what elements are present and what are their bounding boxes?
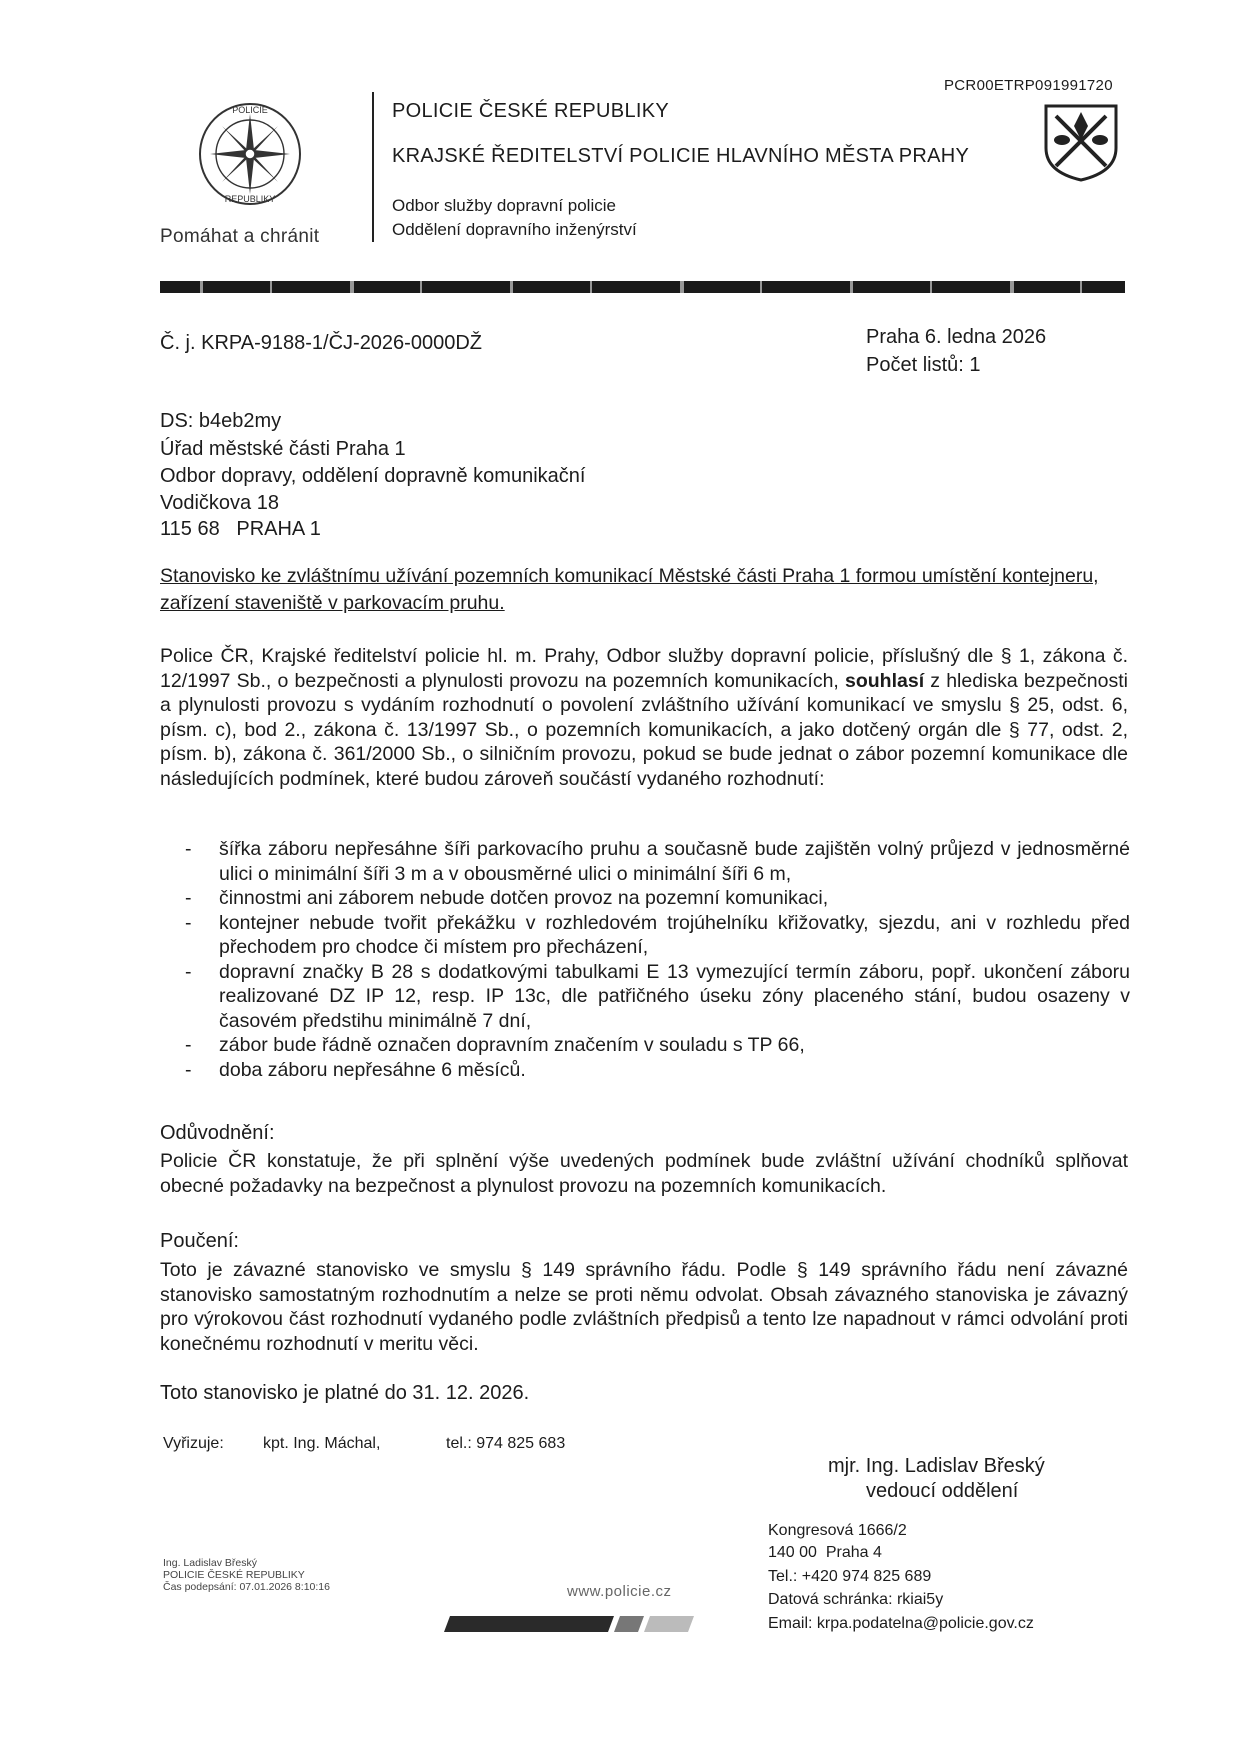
recipient-line: 115 68 PRAHA 1 bbox=[160, 518, 321, 540]
condition-item: - doba záboru nepřesáhne 6 měsíců. bbox=[185, 1058, 526, 1081]
condition-text: kontejner nebude tvořit překážku v rozhledovém trojúhelníku křižovatky, sjezdu, ani v rozhledu před přechodem pro chodce či místem pro přecházení, bbox=[219, 911, 1130, 958]
condition-text: doba záboru nepřesáhne 6 měsíců. bbox=[219, 1058, 526, 1081]
condition-text: dopravní značky B 28 s dodatkovými tabulkami E 13 vymezující termín záboru, popř. ukončení záboru realizované DZ IP 12, resp. IP 13c, dle patřičného úseku zóny placeného stání, budou osazeny v časovém předstihu minimálně 7 dní, bbox=[219, 960, 1130, 1032]
header-stripe-bar bbox=[160, 279, 1125, 295]
electronic-signature-stamp bbox=[163, 1557, 330, 1593]
intro-text: Police ČR, Krajské ředitelství policie hl. m. Prahy, Odbor služby dopravní policie, příslušný dle § 1, zákona č. 12/1997 Sb., o bezpečnosti a plynulosti provozu na pozemních komunikacích, bbox=[160, 645, 1128, 692]
intro-paragraph bbox=[160, 644, 1128, 791]
stamp-line: POLICIE ČESKÉ REPUBLIKY bbox=[163, 1569, 305, 1581]
reference-number: Č. j. KRPA-9188-1/ČJ-2026-0000DŽ bbox=[160, 332, 482, 354]
handler-name: kpt. Ing. Máchal, bbox=[263, 1435, 381, 1452]
justification-heading: Odůvodnění: bbox=[160, 1122, 275, 1144]
condition-item: - šířka záboru nepřesáhne šíři parkovacího pruhu a současně bude zajištěn volný průjezd v jednosměrné ulici o minimální šíři 3 m a v obousměrné ulici o minimální šíři 6 m, bbox=[185, 838, 1130, 885]
stamp-line: Ing. Ladislav Břeský bbox=[163, 1557, 257, 1569]
conditions-list bbox=[185, 837, 1130, 1082]
justification-text: Policie ČR konstatuje, že při splnění výše uvedených podmínek bude zvláštní užívání chodníků splňovat obecné požadavky na bezpečnost a plynulost provozu na pozemních komunikacích. bbox=[160, 1150, 1128, 1197]
svg-text:POLICIE: POLICIE bbox=[232, 105, 268, 115]
org-directorate: KRAJSKÉ ŘEDITELSTVÍ POLICIE HLAVNÍHO MĚSTA PRAHY bbox=[392, 145, 970, 167]
document-date: Praha 6. ledna 2026 bbox=[866, 326, 1047, 348]
recipient-line: Odbor dopravy, oddělení dopravně komunikační bbox=[160, 465, 586, 487]
handler-label: Vyřizuje: bbox=[163, 1435, 224, 1452]
recipient-databox: DS: b4eb2my bbox=[160, 410, 282, 432]
condition-text: zábor bude řádně označen dopravním značením v souladu s TP 66, bbox=[219, 1034, 805, 1056]
condition-item: - zábor bude řádně označen dopravním značením v souladu s TP 66, bbox=[185, 1034, 805, 1056]
contact-phone: Tel.: +420 974 825 689 bbox=[768, 1568, 932, 1585]
recipient-line: Úřad městské části Praha 1 bbox=[160, 438, 406, 460]
condition-item: - dopravní značky B 28 s dodatkovými tabulkami E 13 vymezující termín záboru, popř. ukončení záboru realizované DZ IP 12, resp. IP 13c, dle patřičného úseku zóny placeného stání, budou osazeny v časovém předstihu minimálně 7 dní, bbox=[185, 960, 1130, 1032]
footer-stripe-bar bbox=[444, 1612, 694, 1636]
signer-name: mjr. Ing. Ladislav Břeský bbox=[828, 1455, 1045, 1477]
recipient-line: Vodičkova 18 bbox=[160, 492, 279, 514]
police-star-seal-icon bbox=[196, 100, 304, 208]
subject: Stanovisko ke zvláštnímu užívání pozemních komunikací Městské části Praha 1 formou umístění kontejneru, zařízení staveniště v parkovacím pruhu. bbox=[160, 565, 1099, 614]
instruction-heading: Poučení: bbox=[160, 1230, 239, 1252]
org-name: POLICIE ČESKÉ REPUBLIKY bbox=[392, 100, 669, 122]
signer-role: vedoucí oddělení bbox=[866, 1480, 1019, 1502]
intro-consent: souhlasí bbox=[845, 669, 925, 692]
website-url: www.policie.cz bbox=[567, 1583, 672, 1600]
condition-item: - činnostmi ani záborem nebude dotčen provoz na pozemní komunikaci, bbox=[185, 887, 829, 909]
contact-databox: Datová schránka: rkiai5y bbox=[768, 1591, 944, 1608]
document-code: PCR00ETRP091991720 bbox=[944, 77, 1113, 94]
header-divider bbox=[372, 92, 374, 242]
contact-city: 140 00 Praha 4 bbox=[768, 1544, 882, 1561]
instruction-text: Toto je závazné stanovisko ve smyslu § 149 správního řádu. Podle § 149 správního řádu není závazné stanovisko samostatným rozhodnutím a nelze se proti němu odvolat. Obsah závazného stanoviska je závazný pro výrokovou část rozhodnutí vydaného podle zvláštních předpisů a tento lze napadnout v rámci odvolání proti konečnému rozhodnutí v meritu věci. bbox=[160, 1259, 1128, 1355]
validity-statement: Toto stanovisko je platné do 31. 12. 2026. bbox=[160, 1382, 530, 1404]
intro-text: z hlediska bezpečnosti a plynulosti provozu s vydáním rozhodnutí o povolení zvláštního užívání komunikací ve smyslu § 25, odst. 6, písm. c), bod 2., zákona č. 13/1997 Sb., o pozemních komunikacích, a jako dotčený orgán dle § 77, odst. 2, písm. b), zákona č. 361/2000 Sb., o silničním provozu, pokud se bude jednat o zábor pozemní komunikace dle následujících podmínek, které budou zároveň součástí vydaného rozhodnutí: bbox=[160, 669, 1128, 790]
sheet-count: Počet listů: 1 bbox=[866, 354, 981, 376]
department-line-1: Odbor služby dopravní policie bbox=[392, 196, 616, 215]
prague-police-emblem-icon bbox=[1042, 100, 1120, 182]
condition-text: šířka záboru nepřesáhne šíři parkovacího pruhu a současně bude zajištěn volný průjezd v jednosměrné ulici o minimální šíři 3 m a v obousměrné ulici o minimální šíři 6 m, bbox=[219, 838, 1130, 885]
contact-street: Kongresová 1666/2 bbox=[768, 1522, 907, 1539]
contact-email: Email: krpa.podatelna@policie.gov.cz bbox=[768, 1615, 1034, 1632]
condition-text: činnostmi ani záborem nebude dotčen provoz na pozemní komunikaci, bbox=[219, 887, 829, 909]
condition-item: - kontejner nebude tvořit překážku v rozhledovém trojúhelníku křižovatky, sjezdu, ani v rozhledu před přechodem pro chodce či místem pro přecházení, bbox=[185, 911, 1130, 958]
motto: Pomáhat a chránit bbox=[160, 226, 320, 247]
stamp-line: Čas podepsání: 07.01.2026 8:10:16 bbox=[163, 1581, 330, 1593]
handler-phone: tel.: 974 825 683 bbox=[446, 1435, 566, 1452]
svg-text:REPUBLIKY: REPUBLIKY bbox=[224, 194, 276, 204]
department-line-2: Oddělení dopravního inženýrství bbox=[392, 220, 637, 239]
